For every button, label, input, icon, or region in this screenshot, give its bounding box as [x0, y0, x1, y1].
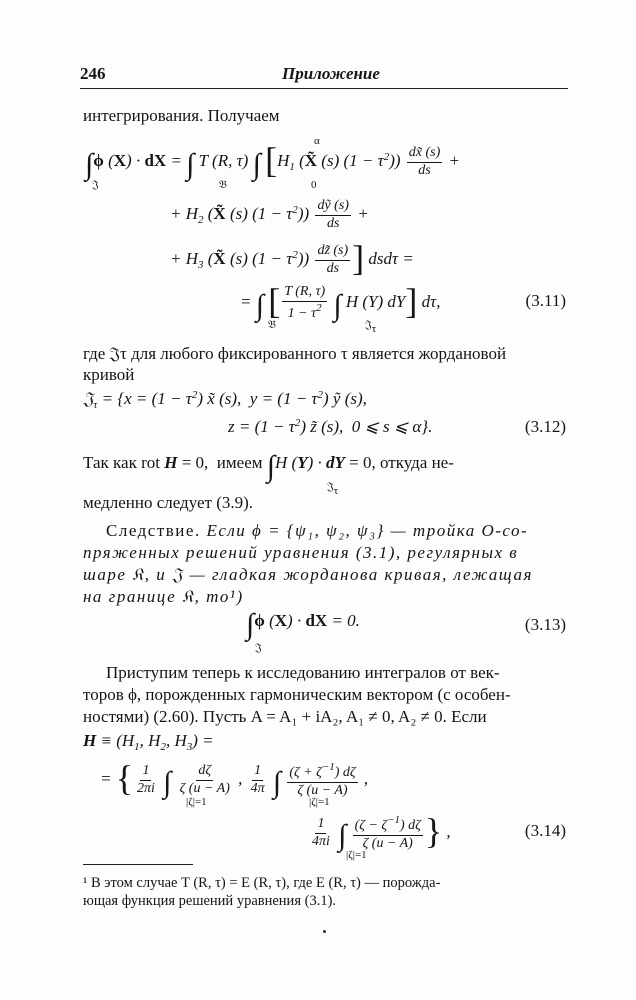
equation-line: = ∫ [ $\frac{T (R, \tau)}{1 - \tau^2}$ ∫ H (Y) dY] dτ, — [240, 281, 441, 322]
corollary-line: пряженных решений уравнения (3.1), регулярных в — [83, 543, 519, 562]
corollary-line: Следствие. Если ϕ = {ψ₁, ψ₂, ψ₃} — тройка О-со- — [106, 521, 529, 540]
text-line: ностями) (2.60). Пусть A = A₁ + iA₂, A₁ ≠ 0, A₂ ≠ 0. Если — [83, 707, 487, 726]
text-line: интегрирования. Получаем — [83, 106, 280, 125]
equation-line: ∫ϕ (X) · dX = 0. — [246, 608, 360, 641]
equation-line: + $H_2$ (X̃ (s) $(1 - \tau^2)$) $\frac{\text{dỹ (s)}}{ds}$ + — [170, 198, 369, 231]
corollary-line: на границе 𝔎, то¹) — [83, 587, 244, 606]
text-line: кривой — [83, 365, 135, 384]
equation-line: $\frac{1}{4\pi i}$ ∫ $\frac{(\zeta - \zeta^{-1}) d\zeta}{\zeta (u - A)}$ } , — [312, 811, 451, 852]
text-line: медленно следует (3.9). — [83, 493, 254, 512]
equation-line: = { $\frac{1}{2\pi i}$ ∫ $\frac{d\zeta}{\zeta (u - A)}$ , $\frac{1}{4\pi}$ ∫ $\frac{(\zeta + \zeta^{-1}) d\zeta}{\zeta (u - A)}$ , — [100, 758, 369, 799]
equation-number: (3.11) — [525, 291, 566, 310]
corollary-line: шаре 𝔎, и 𝔍 — гладкая жорданова кривая, лежащая — [83, 565, 533, 584]
text-line: где 𝔍τ для любого фиксированного τ является жордановой — [83, 344, 507, 363]
equation-line: $H \equiv (H_1$, $H_2$, $H_3$) = — [83, 731, 214, 753]
header-rule — [80, 88, 568, 89]
footnote-line: ¹ В этом случае T (R, τ) = E (R, τ), где E (R, τ) — порожда- — [83, 875, 441, 891]
footnote-line: ющая функция решений уравнения (3.1). — [83, 893, 337, 909]
book-page: 246 Приложение интегрирования. Получаем ∫ϕ (X) · dX = ∫ T (R, τ) ∫ [$H_1$ (X̃ (s) $(1 - \tau^2)$) $\frac{dx̃ (s)}{ds}$ + 𝔍 𝔅 0 α + $H_2$ (X̃ (s) $(1 - \tau^2)$) $\frac{\text{dỹ (s)}}{ds}$ + + $H_3$ (X̃ (s) $(1 - \tau^2)$) $\frac{dz̃ (s)}{ds}$ ] dsdτ = = ∫ [ $\frac{T (R, \tau)}{1 - \tau^2}$ ∫ H (Y) dY] dτ, 𝔅 𝔍τ (3.11) где 𝔍τ для любого фиксированного τ является жордановой кривой 𝔍$_\tau$ = {$x = (1 - \tau^2)$ x̃ (s), $y = (1 - \tau^2)$ ỹ (s), $z = (1 - \tau^2)$ z̃ (s), 0 ⩽ s ⩽ α}. (3.12) Так как rot H = 0, имеем ∫H (Y) · dY = 0, откуда не- 𝔍τ медленно следует (3.9). Следствие. Если ϕ = {ψ₁, ψ₂, ψ₃} — тройка О-со- пряженных решений уравнения (3.1), регулярных в шаре 𝔎, и 𝔍 — гладкая жорданова кривая, лежащая на границе 𝔎, то¹) ∫ϕ (X) · dX = 0. 𝔍 (3.13) Приступим теперь к исследованию интегралов от век- торов ϕ, порожденных гармоническим вектором (с особен- ностями) (2.60). Пусть A = A₁ + iA₂, A₁ ≠ 0, A₂ ≠ 0. Если $H \equiv (H_1$, $H_2$, $H_3$) = = { $\frac{1}{2\pi i}$ ∫ $\frac{d\zeta}{\zeta (u - A)}$ , $\frac{1}{4\pi}$ ∫ $\frac{(\zeta + \zeta^{-1}) d\zeta}{\zeta (u - A)}$ , |ζ|=1 |ζ|=1 $\frac{1}{4\pi i}$ ∫ $\frac{(\zeta - \zeta^{-1}) d\zeta}{\zeta (u - A)}$ } , |ζ|=1 (3.14) ¹ В этом случае T (R, τ) = E (R, τ), где E (R, τ) — порожда- ющая функция решений уравнения (3.1). — [0, 0, 636, 1000]
equation-line: 𝔍$_\tau$ = {$x = (1 - \tau^2)$ x̃ (s), $y = (1 - \tau^2)$ ỹ (s), — [83, 389, 367, 411]
text-line: Приступим теперь к исследованию интегралов от век- — [106, 663, 500, 682]
equation-number: (3.13) — [524, 615, 566, 634]
footnote-rule — [83, 864, 193, 865]
equation-number: (3.14) — [524, 821, 566, 840]
equation-line: ∫ϕ (X) · dX = ∫ T (R, τ) ∫ [$H_1$ (X̃ (s) $(1 - \tau^2)$) $\frac{dx̃ (s)}{ds}$ + — [85, 140, 461, 181]
page-number: 246 — [80, 64, 106, 83]
running-title: Приложение — [282, 64, 380, 83]
text-line: торов ϕ, порожденных гармоническим вектором (с особен- — [83, 685, 511, 704]
text-line: Так как rot H = 0, имеем ∫H (Y) · dY = 0, откуда не- — [83, 450, 454, 483]
equation-line: $z = (1 - \tau^2)$ z̃ (s), 0 ⩽ s ⩽ α}. — [228, 417, 433, 436]
equation-number: (3.12) — [524, 417, 566, 436]
equation-line: + $H_3$ (X̃ (s) $(1 - \tau^2)$) $\frac{dz̃ (s)}{ds}$ ] dsdτ = — [170, 238, 414, 278]
print-speck — [323, 930, 326, 933]
